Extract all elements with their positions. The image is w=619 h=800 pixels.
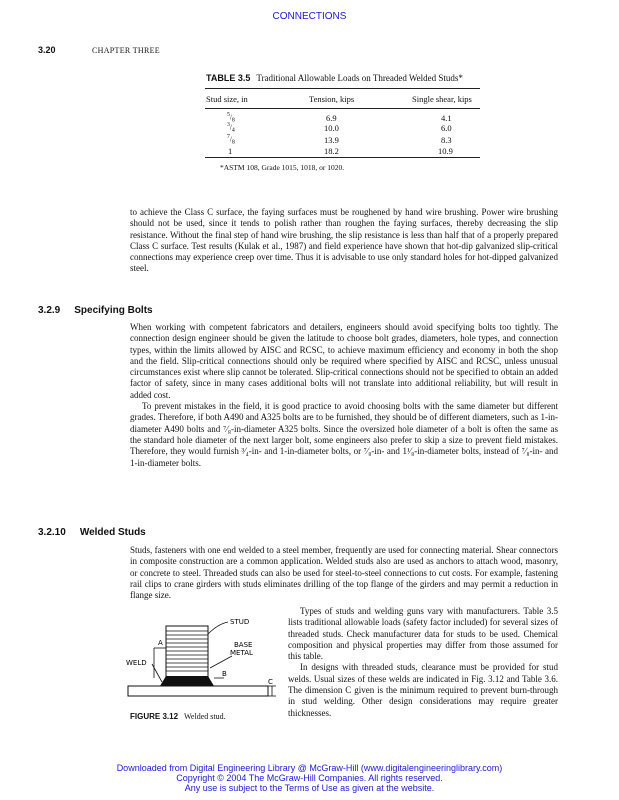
table-bottom-rule [205, 157, 480, 158]
footer-download-link[interactable]: Downloaded from Digital Engineering Library @ McGraw-Hill (www.digitalengineeringlibrary.com) [116, 763, 503, 773]
paragraph: When working with competent fabricators and detailers, engineers should avoid specifying bolts too tightly. The connection design engineer should be given the latitude to choose bolt grades, diameters, hole types, and connection types, within the limits allowed by AISC and RCSC, to achieve maximum efficiency and economy in both the shop and the field. Slip-critical connections should only be required where specified by AISC and RCSC, unless unusual circumstances exist where slip cannot be tolerated. Slip-critical connections should not be specified to obtain an added factor of safety, since in many cases additional bolts will not translate into additional reliability, but will result in added cost. [130, 322, 558, 400]
footer-copyright: Copyright © 2004 The McGraw-Hill Companies. All rights reserved. [176, 773, 443, 783]
size-cell: 1 [228, 146, 233, 156]
label-base: BASE [234, 641, 253, 649]
chapter-title: CHAPTER THREE [92, 46, 160, 55]
figure-caption-text: Welded stud. [184, 712, 226, 721]
label-c: C [268, 678, 273, 686]
tension-cell: 6.9 [326, 113, 337, 123]
figure-label: FIGURE 3.12 [130, 712, 179, 721]
paragraph: To prevent mistakes in the field, it is good practice to avoid choosing bolts with the same diameter but different grades. Therefore, if both A490 and A325 bolts are to be furnished, they should be of different diameters, such as 1-in-diameter A490 bolts and ⁷⁄₈-in-diameter A325 bolts. Since the oversized hole diameter of a bolt is often the same as the standard hole diameter of the next larger bolt, some engineers also prefer to skip a size to prevent field mistakes. Therefore, they would furnish ³⁄₄-in- and 1-in-diameter bolts, or ⁷⁄₈-in- and 1¹⁄₈-in-diameter bolts, instead of ⁷⁄₈-in- and 1-in-diameter bolts. [130, 401, 558, 468]
table-title: Traditional Allowable Loads on Threaded Welded Studs* [256, 73, 463, 83]
table-header-tension: Tension, kips [309, 94, 355, 104]
label-a: A [158, 639, 163, 647]
section-title: Specifying Bolts [74, 305, 153, 316]
label-stud: STUD [230, 618, 250, 626]
label-b: B [222, 670, 227, 678]
section-number: 3.2.10 [38, 527, 66, 538]
table-header-size: Stud size, in [206, 94, 248, 104]
footer-terms-link[interactable]: Any use is subject to the Terms of Use as given at the website. [184, 783, 435, 793]
label-weld: WELD [126, 659, 147, 667]
stud-body [166, 626, 208, 678]
table-label: TABLE 3.5 [206, 73, 251, 83]
table-top-rule [205, 88, 480, 89]
intro-paragraph [130, 207, 558, 275]
section-number: 3.2.9 [38, 305, 61, 316]
shear-cell: 8.3 [441, 135, 452, 145]
label-metal: METAL [230, 649, 253, 657]
base-metal-leader [210, 656, 232, 668]
tension-cell: 10.0 [324, 123, 339, 133]
table-caption [206, 73, 463, 83]
section-heading-3210 [38, 522, 146, 540]
weld-leader [152, 664, 162, 682]
section-329-body [130, 322, 558, 469]
paragraph: In designs with threaded studs, clearance must be provided for stud welds. Usual sizes of these welds are indicated in Fig. 3.12 and Table 3.6. The dimension C given is the minimum required to prevent burn-through in stud welding. Other design considerations may require greater thicknesses. [288, 662, 558, 718]
weld-fillet [160, 676, 214, 686]
stud-leader [208, 622, 228, 634]
intro-paragraph-text: to achieve the Class C surface, the faying surfaces must be roughened by hand wire brushing. Power wire brushing should not be used, since it tends to polish rather than roughen the faying surfaces, thereby decreasing the slip resistance. Without the final step of hand wire brushing, the slip resistance is less than half that of a properly prepared Class C surface. Test results (Kulak et al., 1987) and field experience have shown that hot-dip galvanized slip-critical connections may experience creep over time. Thus it is advisable to use only standard holes for hot-dipped galvanized steel. [130, 207, 558, 274]
shear-cell: 4.1 [441, 113, 452, 123]
shear-cell: 10.9 [438, 146, 453, 156]
tension-cell: 18.2 [324, 146, 339, 156]
paragraph: Studs, fasteners with one end welded to a steel member, frequently are used for connecting material. Shear connectors in composite construction are a common application. Welded studs also are used as anchors to attach wood, masonry, or concrete to steel. Threaded studs can also be used for steel-to-steel connections to cut costs. For example, fastening rail clips to crane girders with studs eliminates drilling of the top flange of the girders and may permit a reduction in flange size. [130, 545, 558, 601]
table-header-rule [205, 108, 480, 109]
figure-caption [130, 712, 226, 721]
size-cell: $^3/_4$ [227, 122, 235, 134]
size-cell: $^5/_8$ [227, 112, 235, 124]
shear-cell: 6.0 [441, 123, 452, 133]
section-3210-right-column [288, 606, 558, 719]
section-heading-329 [38, 300, 153, 318]
page-number: 3.20 [38, 45, 56, 55]
paragraph: Types of studs and welding guns vary with manufacturers. Table 3.5 lists traditional allowable loads (safety factor included) for several sizes of threaded studs. Check manufacturer data for studs to be used. Chemical composition and physical properties may differ from those assumed for this table. [288, 606, 558, 662]
tension-cell: 13.9 [324, 135, 339, 145]
section-title: Welded Studs [79, 527, 146, 538]
base-metal-plate [128, 686, 268, 696]
size-cell: $^7/_8$ [227, 134, 235, 146]
header-banner: CONNECTIONS [272, 11, 347, 22]
section-3210-body [130, 545, 558, 601]
table-footnote: *ASTM 108, Grade 1015, 1018, or 1020. [220, 163, 345, 172]
table-header-shear: Single shear, kips [412, 94, 472, 104]
welded-stud-figure [124, 612, 284, 707]
